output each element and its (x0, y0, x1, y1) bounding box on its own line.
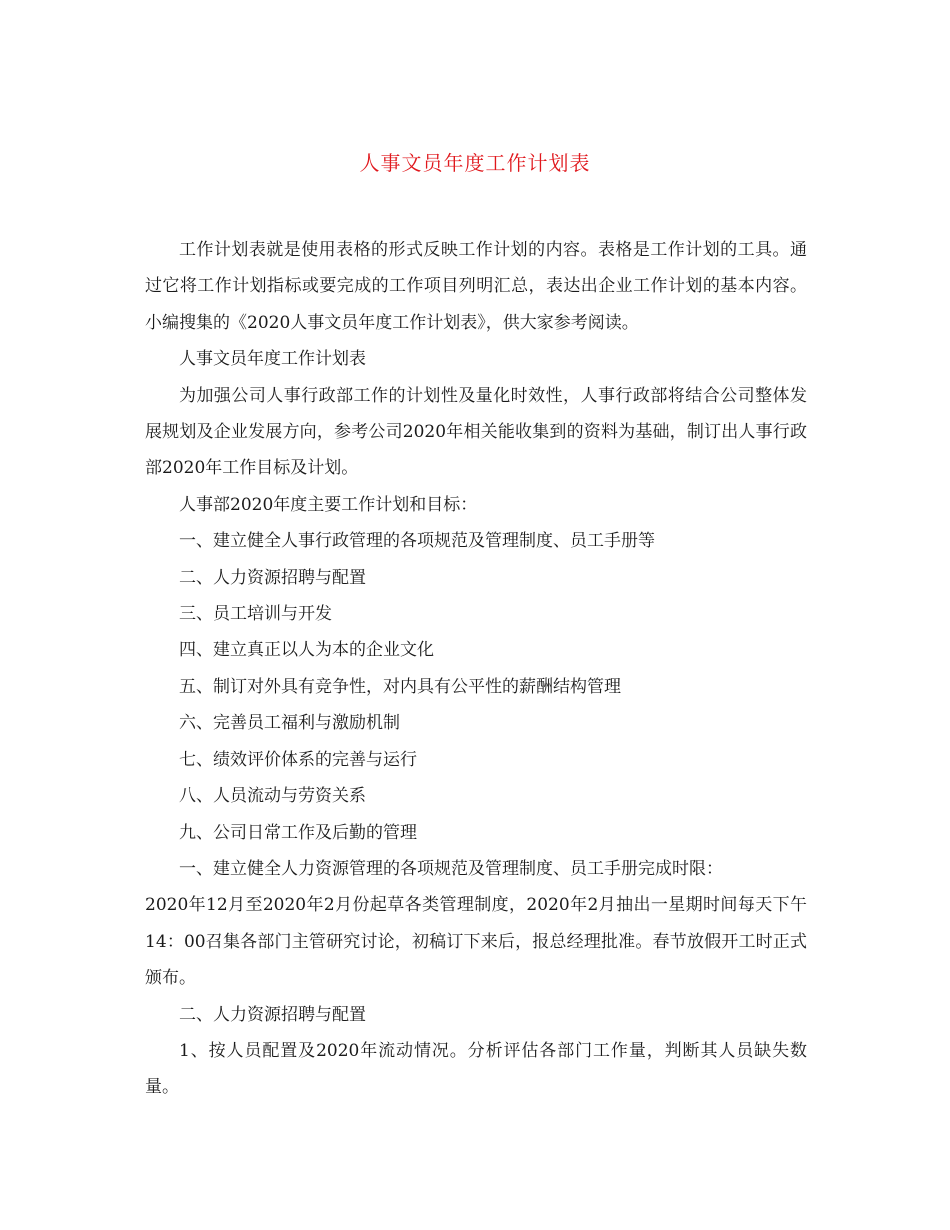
list-item: 六、完善员工福利与激励机制 (179, 713, 400, 734)
paragraph: 人事文员年度工作计划表 (179, 349, 366, 370)
list-item: 三、员工培训与开发 (179, 604, 332, 625)
paragraph: 人事部2020年度主要工作计划和目标： (179, 494, 478, 515)
section-heading: 一、建立健全人力资源管理的各项规范及管理制度、员工手册完成时限： (179, 858, 723, 879)
document-body (145, 232, 807, 1106)
paragraph: 2020年12月至2020年2月份起草各类管理制度，2020年2月抽出一星期时间每天下午14：00召集各部门主管研究讨论，初稿订下来后，报总经理批准。春节放假开工时正式颁布。 (145, 895, 807, 989)
list-item: 二、人力资源招聘与配置 (179, 567, 366, 588)
paragraph: 为加强公司人事行政部工作的计划性及量化时效性，人事行政部将结合公司整体发展规划及企业发展方向，参考公司2020年相关能收集到的资料为基础，制订出人事行政部2020年工作目标及计划。 (145, 385, 807, 479)
list-item: 八、人员流动与劳资关系 (179, 786, 366, 807)
paragraph: 1、按人员配置及2020年流动情况。分析评估各部门工作量，判断其人员缺失数量。 (145, 1040, 807, 1098)
document-title: 人事文员年度工作计划表 (359, 151, 591, 175)
list-item: 四、建立真正以人为本的企业文化 (179, 640, 434, 661)
list-item: 七、绩效评价体系的完善与运行 (179, 749, 417, 770)
list-item: 一、建立健全人事行政管理的各项规范及管理制度、员工手册等 (179, 531, 655, 552)
list-item: 五、制订对外具有竞争性，对内具有公平性的薪酬结构管理 (179, 676, 621, 697)
section-heading: 二、人力资源招聘与配置 (179, 1004, 366, 1025)
list-item: 九、公司日常工作及后勤的管理 (179, 822, 417, 843)
paragraph: 工作计划表就是使用表格的形式反映工作计划的内容。表格是工作计划的工具。通过它将工作计划指标或要完成的工作项目列明汇总，表达出企业工作计划的基本内容。小编搜集的《2020人事文员年度工作计划表》，供大家参考阅读。 (145, 240, 807, 333)
